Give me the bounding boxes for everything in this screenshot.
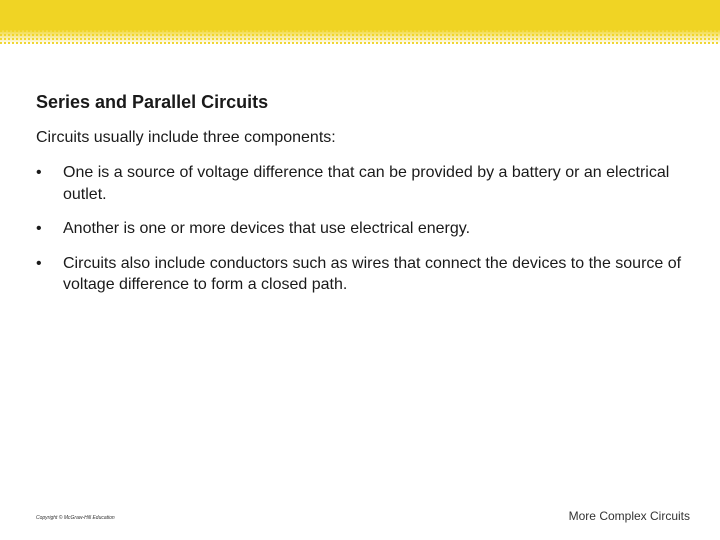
slide-title: Series and Parallel Circuits (36, 92, 269, 112)
bullet-dot-icon: • (36, 220, 42, 237)
bullet-item (36, 162, 696, 205)
intro-text: Circuits usually include three components: (36, 129, 336, 146)
copyright-notice: Copyright © McGraw-Hill Education (36, 515, 115, 521)
bullet-text: Circuits also include conductors such as wires that connect the devices to the source of voltage difference to form a closed path. (63, 254, 682, 293)
bullet-text: Another is one or more devices that use electrical energy. (63, 220, 471, 237)
header-accent-band (0, 0, 720, 44)
bullet-item (36, 218, 696, 240)
header-band-stipple (0, 30, 720, 44)
footer-section-title: More Complex Circuits (568, 509, 690, 523)
bullet-text: One is a source of voltage difference that can be provided by a battery or an electrical outlet. (63, 164, 670, 203)
bullet-dot-icon: • (36, 254, 42, 272)
bullet-dot-icon: • (36, 164, 42, 181)
header-band-solid (0, 0, 720, 30)
bullet-list (36, 162, 696, 309)
bullet-item (36, 253, 696, 296)
